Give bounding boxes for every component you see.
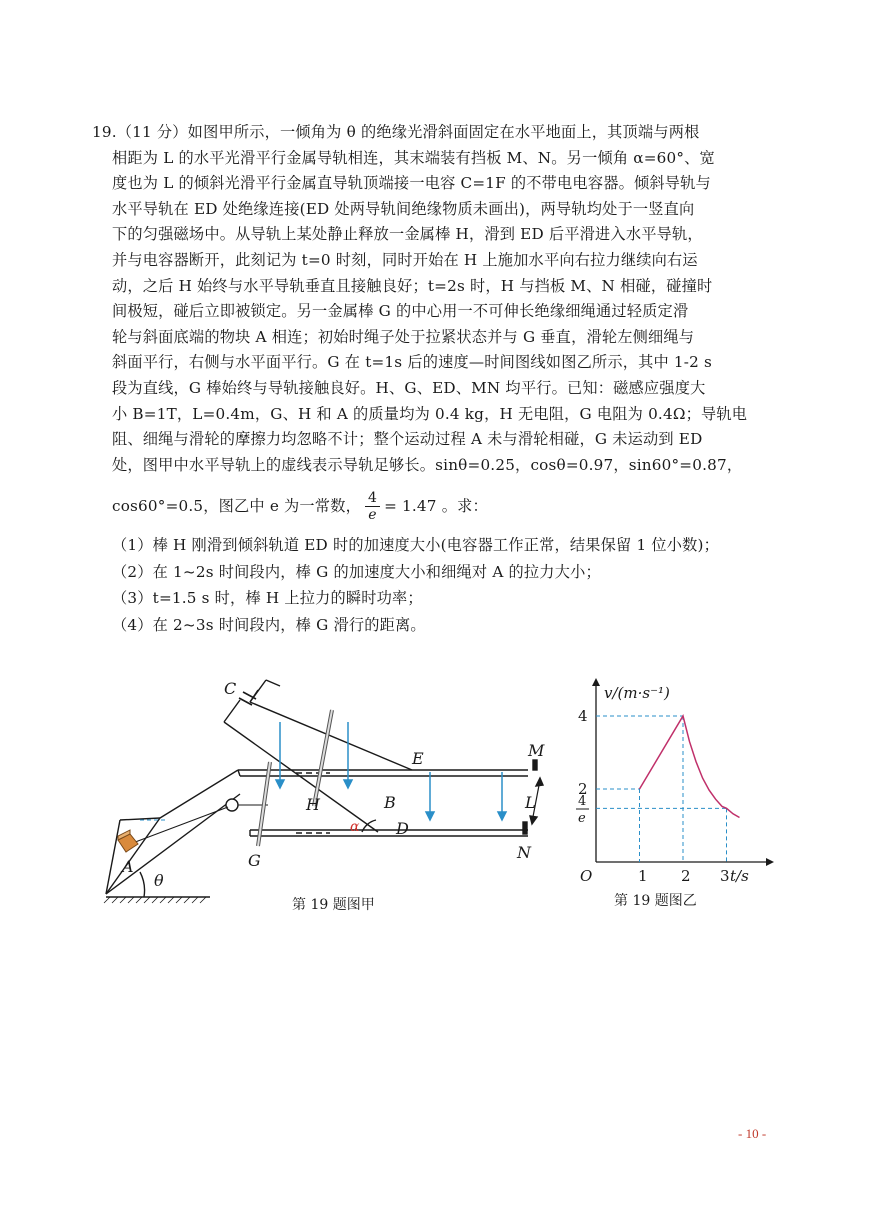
label-a: A <box>122 857 134 876</box>
x-axis-arrow <box>766 858 774 866</box>
label-alpha: α <box>350 819 360 835</box>
origin-label: O <box>580 867 593 885</box>
label-c: C <box>224 679 237 698</box>
inclined-rail-lower <box>224 722 378 832</box>
question-2: （2）在 1~2s 时间段内，棒 G 的加速度大小和细绳对 A 的拉力大小； <box>112 562 601 581</box>
label-e: E <box>412 749 424 768</box>
y-tick-4: 4 <box>578 707 588 725</box>
problem-line-10: 段为直线，G 棒始终与导轨接触良好。H、G、ED、MN 均平行。已知：磁感应强度大 <box>112 378 706 397</box>
slope-back-edge <box>160 770 238 818</box>
problem-number: 19. <box>92 123 117 141</box>
problem-text <box>92 120 782 638</box>
problem-line-0: 19.（11 分）如图甲所示，一倾角为 θ 的绝缘光滑斜面固定在水平地面上，其顶端与两根 <box>92 123 700 141</box>
label-d: D <box>396 819 409 838</box>
figure-b <box>570 676 780 892</box>
y-axis-arrow <box>592 678 600 686</box>
problem-line-fraction: cos60°=0.5，图乙中 e 为一常数， $\frac{4}{e}$ = 1.47 。求： <box>112 489 488 523</box>
guide-lines <box>596 716 727 862</box>
label-theta: θ <box>154 871 164 890</box>
problem-line-8: 轮与斜面底端的物块 A 相连；初始时绳子处于拉紧状态并与 G 垂直，滑轮左侧细绳与 <box>112 327 695 346</box>
figure-b-caption: 第 19 题图乙 <box>614 893 697 909</box>
x-tick-3: 3 <box>720 867 730 885</box>
label-g: G <box>248 851 261 870</box>
y-axis-label: v/(m·s⁻¹) <box>604 684 670 702</box>
problem-line-2: 度也为 L 的倾斜光滑平行金属直导轨顶端接一电容 C=1F 的不带电电容器。倾斜导轨与 <box>112 174 711 193</box>
problem-line-11: 小 B=1T，L=0.4m，G、H 和 A 的质量均为 0.4 kg，H 无电阻，G 电阻为 0.4Ω；导轨电 <box>112 404 748 423</box>
x-axis-label: t/s <box>730 867 749 885</box>
block-a <box>118 830 138 852</box>
problem-line-3: 水平导轨在 ED 处绝缘连接(ED 处两导轨间绝缘物质未画出)，两导轨均处于一竖直向 <box>112 199 695 218</box>
x-tick-2: 2 <box>681 867 691 885</box>
x-tick-1: 1 <box>638 867 648 885</box>
stopper-n <box>523 822 527 834</box>
problem-line-7: 间极短，碰后立即被锁定。另一金属棒 G 的中心用一不可伸长绝缘细绳通过轻质定滑 <box>112 302 689 321</box>
fraction-4-over-e: $\frac{4}{e}$ <box>365 490 380 523</box>
y-tick-frac-den: e <box>578 811 586 826</box>
label-h: H <box>306 795 320 814</box>
string <box>130 807 228 844</box>
y-tick-frac-num: 4 <box>578 794 587 809</box>
problem-line-9: 斜面平行，右侧与水平面平行。G 在 t=1s 后的速度—时间图线如图乙所示，其中 1-2 s <box>112 353 713 372</box>
problem-line-5: 并与电容器断开，此刻记为 t=0 时刻，同时开始在 H 上施加水平向右拉力继续向右运 <box>112 250 698 269</box>
label-m: M <box>528 741 545 760</box>
slope-left-edge <box>106 818 160 894</box>
page-number: - 10 - <box>738 1126 767 1141</box>
stopper-m <box>533 760 537 770</box>
question-list <box>92 532 782 638</box>
figure-a <box>100 672 550 904</box>
figure-a-caption: 第 19 题图甲 <box>292 897 375 913</box>
ground-hatch <box>104 897 206 903</box>
question-3: （3）t=1.5 s 时，棒 H 上拉力的瞬时功率； <box>112 589 423 608</box>
velocity-curve <box>640 716 740 818</box>
problem-line-12: 阻、细绳与滑轮的摩擦力均忽略不计；整个运动过程 A 未与滑轮相碰，G 未运动到 ED <box>112 430 703 449</box>
y-tick-2: 2 <box>578 780 588 798</box>
label-b: B <box>384 793 396 812</box>
figure-a-diagram <box>100 672 550 904</box>
label-n: N <box>517 843 531 862</box>
question-1: （1）棒 H 刚滑到倾斜轨道 ED 时的加速度大小(电容器工作正常，结果保留 1 位小数)； <box>112 536 720 555</box>
problem-line-4: 下的匀强磁场中。从导轨上某处静止释放一金属棒 H，滑到 ED 后平滑进入水平导轨， <box>112 225 703 244</box>
problem-line-6: 动，之后 H 始终与水平导轨垂直且接触良好；t=2s 时，H 与挡板 M、N 相碰，碰撞时 <box>112 276 713 295</box>
question-4: （4）在 2~3s 时间段内，棒 G 滑行的距离。 <box>112 615 426 634</box>
label-l: L <box>525 793 536 812</box>
problem-line-1: 相距为 L 的水平光滑平行金属导轨相连，其末端装有挡板 M、N。另一倾角 α=60°、宽 <box>112 148 715 167</box>
pulley <box>226 799 238 811</box>
theta-arc <box>140 872 145 897</box>
problem-line-13: 处，图甲中水平导轨上的虚线表示导轨足够长。sinθ=0.25，cosθ=0.97，sin60°=0.87， <box>112 455 743 474</box>
vt-graph <box>570 676 780 892</box>
